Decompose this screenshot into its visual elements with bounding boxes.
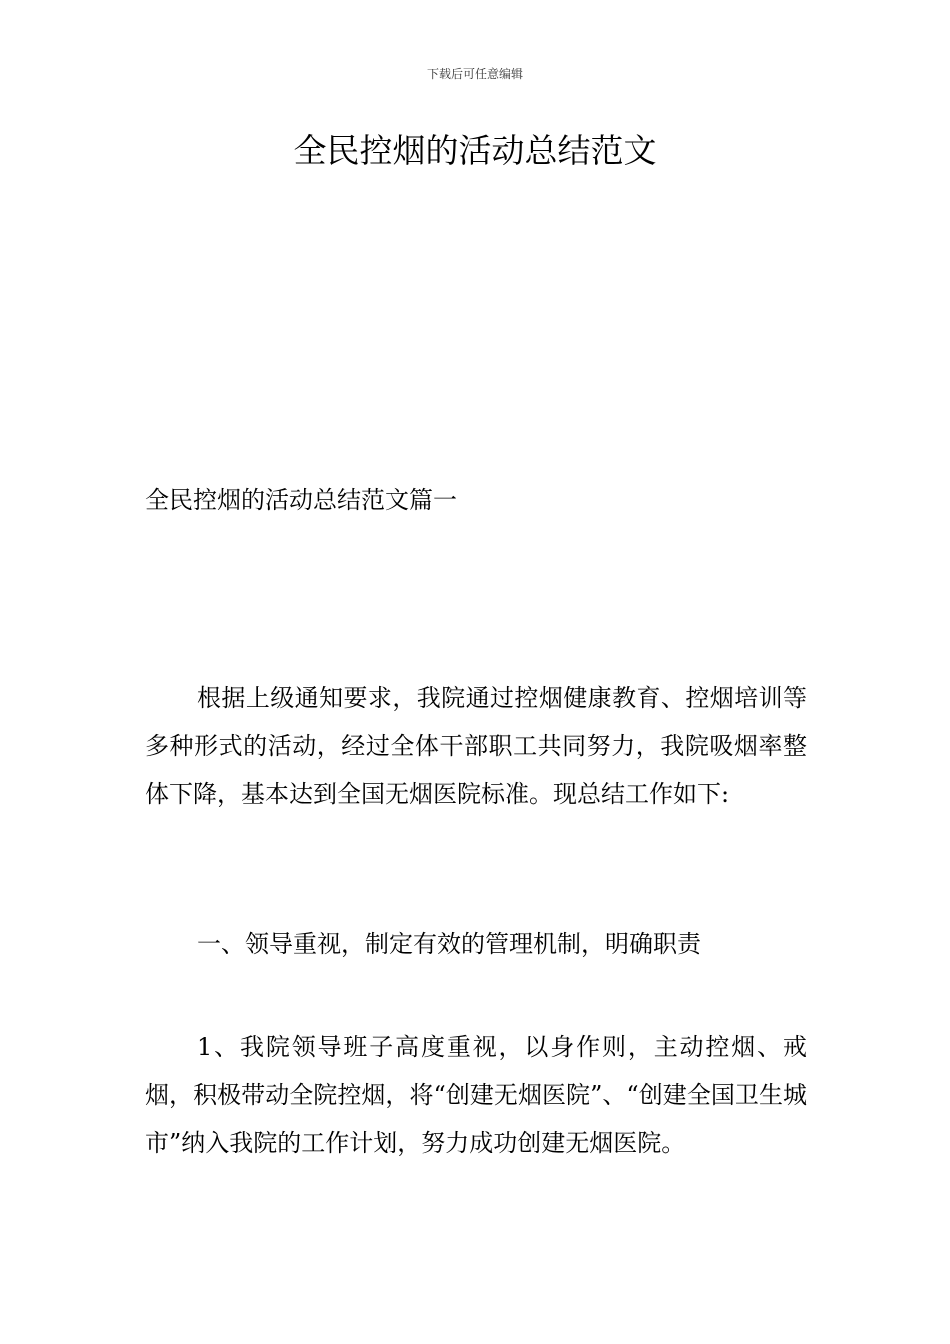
section-heading-leadership: 一、领导重视，制定有效的管理机制，明确职责: [197, 930, 701, 958]
document-title: 全民控烟的活动总结范文: [293, 131, 657, 170]
intro-paragraph: 根据上级通知要求，我院通过控烟健康教育、控烟培训等多种形式的活动，经过全体干部职工共同努力，我院吸烟率整体下降，基本达到全国无烟医院标准。现总结工作如下:: [145, 684, 807, 808]
header-note: 下载后可任意编辑: [426, 67, 523, 81]
section-title: 全民控烟的活动总结范文篇一: [145, 486, 457, 514]
body-paragraph: 1、我院领导班子高度重视，以身作则，主动控烟、戒烟，积极带动全院控烟，将“创建无烟医院”、“创建全国卫生城市”纳入我院的工作计划，努力成功创建无烟医院。: [145, 1033, 807, 1157]
